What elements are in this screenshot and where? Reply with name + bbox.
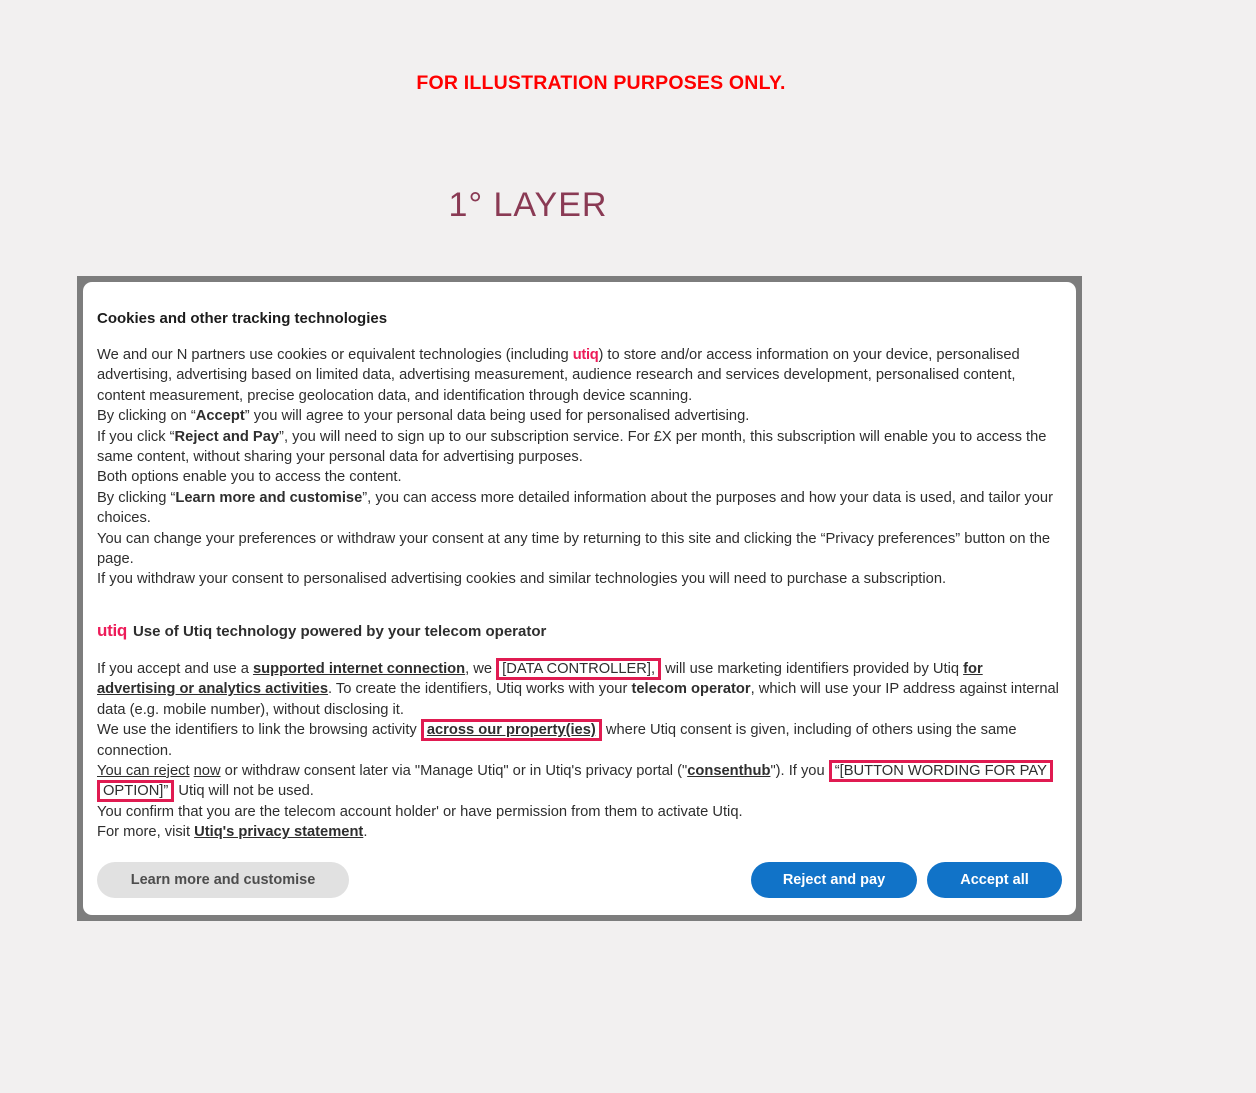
- consent-paragraph-both-options: Both options enable you to access the content.: [97, 469, 402, 486]
- dialog-footer: [97, 862, 1062, 898]
- utiq-section: [97, 620, 1062, 843]
- dialog-title: Cookies and other tracking technologies: [97, 310, 388, 327]
- cookie-consent-dialog: [83, 282, 1076, 915]
- utiq-logo: utiq: [572, 347, 599, 363]
- consent-paragraph-learn-more: By clicking “Learn more and customise”, you can access more detailed information about the purposes and how your data is used, and tailor your choices.: [97, 489, 1053, 527]
- reject-and-pay-button[interactable]: Reject and pay: [751, 862, 917, 898]
- utiq-text-block: [97, 659, 1062, 843]
- cookie-consent-dialog-frame: [77, 276, 1082, 921]
- accept-all-button[interactable]: Accept all: [927, 862, 1062, 898]
- consent-paragraph-reject-and-pay: If you click “Reject and Pay”, you will need to sign up to our subscription service. For £X per month, this subscription will enable you to access the same content, without sharing your personal data for advertising purposes.: [97, 428, 1047, 466]
- layer-title: 1° LAYER: [448, 186, 608, 224]
- utiq-paragraph-reject-withdraw: You can reject now or withdraw consent later via "Manage Utiq" or in Utiq's privacy portal ("consenthub"). If you “[BUTTON WORDING FOR PAY OPTION]” Utiq will not be used.: [97, 761, 1062, 802]
- consent-intro-block: [97, 345, 1062, 590]
- consent-paragraph-partners: We and our N partners use cookies or equivalent technologies (including utiq) to store and/or access information on your device, personalised advertising, advertising based on limited data, advertising measurement, audience research and services development, personalised content, content measurement, precise geolocation data, and identification through device scanning.: [97, 347, 1020, 404]
- utiq-section-heading: utiq Use of Utiq technology powered by your telecom operator: [97, 620, 547, 640]
- utiq-logo: utiq: [97, 620, 127, 640]
- primary-buttons-group: [751, 862, 1062, 898]
- consent-paragraph-preferences: You can change your preferences or withdraw your consent at any time by returning to this site and clicking the “Privacy preferences” button on the page.: [97, 530, 1051, 568]
- learn-more-button[interactable]: Learn more and customise: [97, 862, 349, 898]
- consent-paragraph-accept: By clicking on “Accept” you will agree to your personal data being used for personalised advertising.: [97, 408, 750, 425]
- illustration-banner: FOR ILLUSTRATION PURPOSES ONLY.: [416, 72, 786, 94]
- utiq-paragraph-privacy-statement: For more, visit Utiq's privacy statement.: [97, 824, 368, 841]
- utiq-paragraph-data-controller: If you accept and use a supported internet connection, we [DATA CONTROLLER], will use marketing identifiers provided by Utiq for advertising or analytics activities. To create the identifiers, Utiq works with your telecom operator, which will use your IP address against internal data (e.g. mobile number), without disclosing it.: [97, 659, 1062, 720]
- consent-paragraph-withdraw: If you withdraw your consent to personalised advertising cookies and similar technologies you will need to purchase a subscription.: [97, 571, 947, 588]
- utiq-paragraph-identifiers: We use the identifiers to link the browsing activity across our property(ies) where Utiq consent is given, including of others using the same connection.: [97, 720, 1062, 761]
- utiq-paragraph-account-holder: You confirm that you are the telecom account holder' or have permission from them to activate Utiq.: [97, 803, 743, 820]
